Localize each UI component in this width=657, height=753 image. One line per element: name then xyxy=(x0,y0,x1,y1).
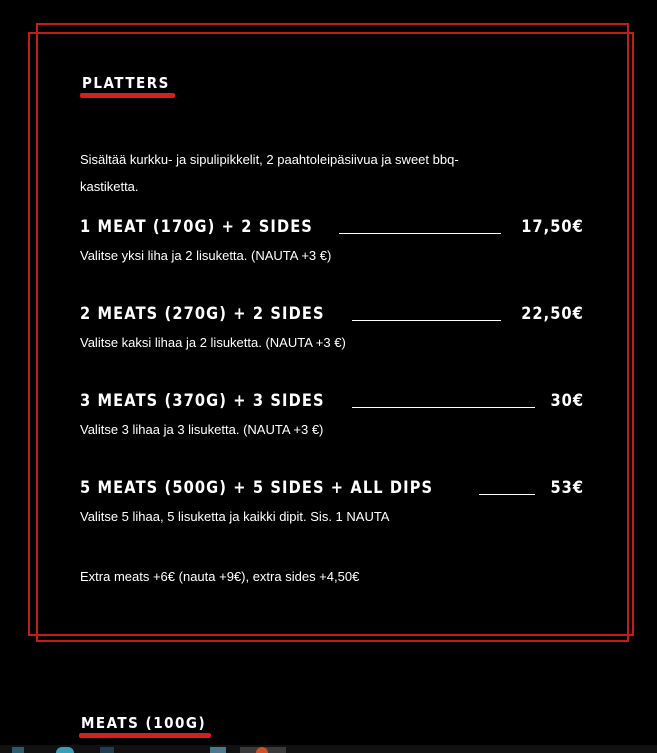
title-underline xyxy=(79,733,211,738)
section-title-platters xyxy=(82,74,170,92)
taskbar-strip xyxy=(0,745,657,753)
platters-intro: Sisältää kurkku- ja sipulipikkelit, 2 paahtoleipäsiivua ja sweet bbq-kastiketta. xyxy=(80,152,459,194)
menu-item xyxy=(80,388,584,438)
section-title-meats-text: MEATS (100G) xyxy=(81,714,207,732)
menu-item xyxy=(80,214,584,264)
dotted-leader xyxy=(479,494,535,495)
menu-item-price: 30€ xyxy=(550,391,584,411)
menu-item-price: 17,50€ xyxy=(521,217,584,237)
taskbar-app-icon[interactable] xyxy=(100,747,114,753)
menu-item xyxy=(80,301,584,351)
menu-item-price: 22,50€ xyxy=(521,304,584,324)
menu-item-price: 53€ xyxy=(550,478,584,498)
taskbar-app-icon[interactable] xyxy=(56,747,74,753)
menu-item-description: Valitse yksi liha ja 2 lisuketta. (NAUTA +3 €) xyxy=(80,248,332,263)
section-title-meats xyxy=(81,714,206,732)
menu-item-description: Valitse 5 lihaa, 5 lisuketta ja kaikki dipit. Sis. 1 NAUTA xyxy=(80,509,390,524)
menu-item xyxy=(80,475,584,525)
dotted-leader xyxy=(352,407,534,408)
taskbar-app-icon[interactable] xyxy=(256,747,268,753)
menu-item-description: Valitse 3 lihaa ja 3 lisuketta. (NAUTA +3 €) xyxy=(80,422,324,437)
dotted-leader xyxy=(352,320,501,321)
menu-item-name: 5 MEATS (500G) + 5 SIDES + ALL DIPS xyxy=(80,478,434,498)
menu-item-name: 2 MEATS (270G) + 2 SIDES xyxy=(80,304,325,324)
menu-item-description: Valitse kaksi lihaa ja 2 lisuketta. (NAUTA +3 €) xyxy=(80,335,346,350)
taskbar-app-icon[interactable] xyxy=(210,747,226,753)
dotted-leader xyxy=(339,233,501,234)
menu-item-name: 1 MEAT (170G) + 2 SIDES xyxy=(80,217,313,237)
extras-note: Extra meats +6€ (nauta +9€), extra sides +4,50€ xyxy=(80,569,360,584)
title-underline xyxy=(80,93,175,98)
taskbar-app-icon[interactable] xyxy=(12,747,24,753)
section-title-platters-text: PLATTERS xyxy=(82,74,170,92)
menu-item-name: 3 MEATS (370G) + 3 SIDES xyxy=(80,391,325,411)
